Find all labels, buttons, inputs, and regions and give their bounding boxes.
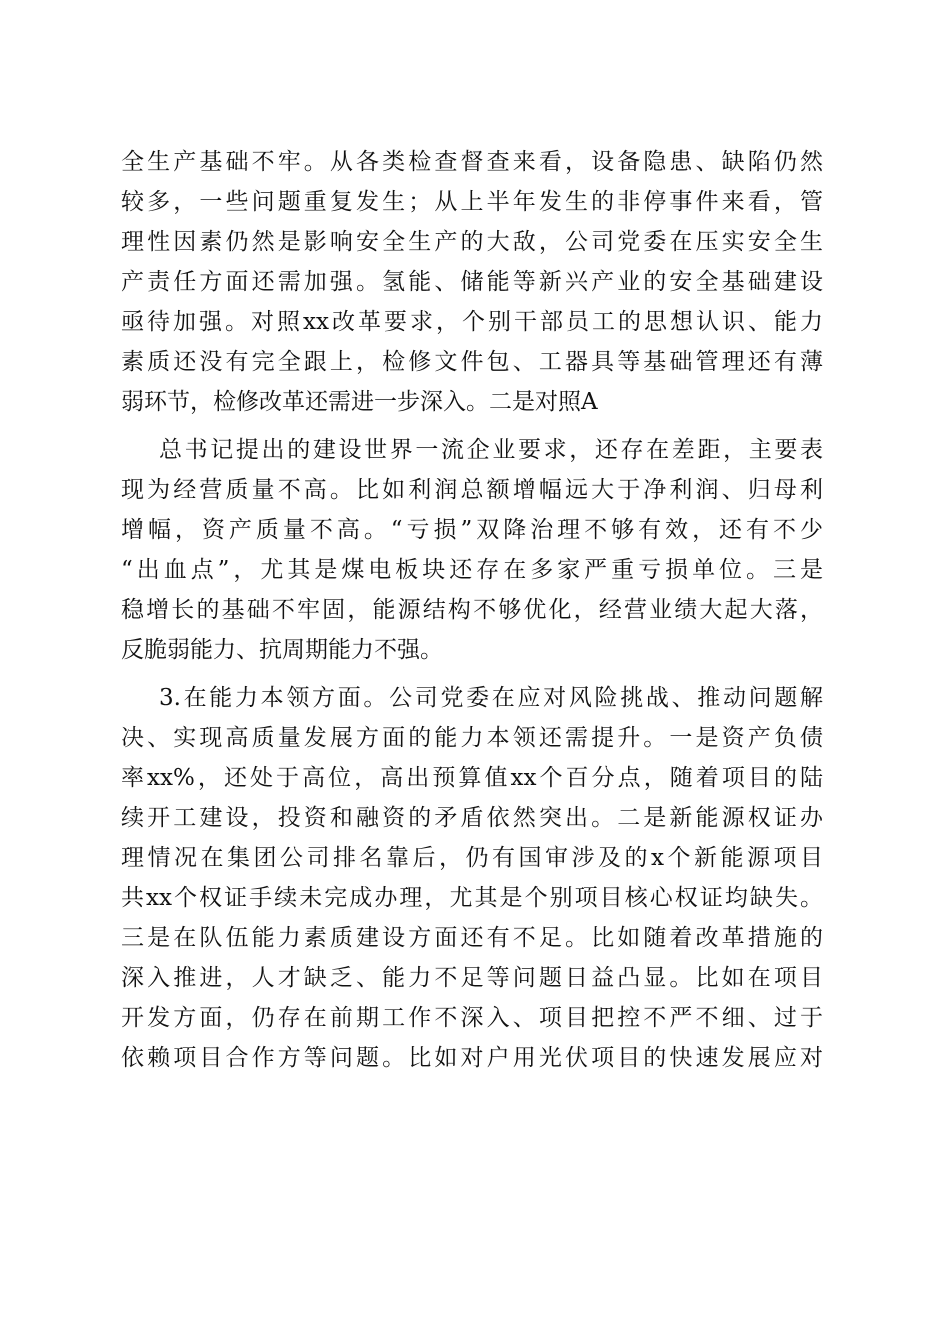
text-line: 深入推进，人才缺乏、能力不足等问题日益凸显。比如在项目 (121, 965, 823, 991)
text-line: 增幅，资产质量不高。“亏损”双降治理不够有效，还有不少 (121, 517, 823, 543)
text-line: 率xx%，还处于高位，高出预算值xx个百分点，随着项目的陆 (121, 765, 823, 791)
text-line: 3.在能力本领方面。公司党委在应对风险挑战、推动问题解 (159, 685, 823, 711)
text-line: 产责任方面还需加强。氢能、储能等新兴产业的安全基础建设 (121, 269, 823, 295)
text-line: 弱环节，检修改革还需进一步深入。二是对照A (121, 389, 598, 415)
paragraph-3 (121, 678, 823, 1078)
text-line: 开发方面，仍存在前期工作不深入、项目把控不严不细、过于 (121, 1005, 823, 1031)
text-line: “出血点”，尤其是煤电板块还存在多家严重亏损单位。三是 (121, 557, 823, 583)
text-line: 理情况在集团公司排名靠后，仍有国审涉及的x个新能源项目 (121, 845, 823, 871)
text-line: 稳增长的基础不牢固，能源结构不够优化，经营业绩大起大落， (121, 597, 823, 623)
paragraph-1 (121, 142, 823, 422)
text-line: 总书记提出的建设世界一流企业要求，还存在差距，主要表 (159, 437, 823, 463)
text-line: 全生产基础不牢。从各类检查督查来看，设备隐患、缺陷仍然 (121, 149, 823, 175)
document-body (121, 142, 823, 1078)
text-line: 决、实现高质量发展方面的能力本领还需提升。一是资产负债 (121, 725, 823, 751)
text-line: 三是在队伍能力素质建设方面还有不足。比如随着改革措施的 (121, 925, 823, 951)
text-line: 理性因素仍然是影响安全生产的大敌，公司党委在压实安全生 (121, 229, 823, 255)
text-line: 现为经营质量不高。比如利润总额增幅远大于净利润、归母利 (121, 477, 823, 503)
text-line: 较多，一些问题重复发生；从上半年发生的非停事件来看，管 (121, 189, 823, 215)
text-line: 续开工建设，投资和融资的矛盾依然突出。二是新能源权证办 (121, 805, 823, 831)
text-line: 亟待加强。对照xx改革要求，个别干部员工的思想认识、能力 (121, 309, 823, 335)
text-line: 反脆弱能力、抗周期能力不强。 (121, 637, 443, 663)
text-line: 共xx个权证手续未完成办理，尤其是个别项目核心权证均缺失。 (121, 885, 823, 911)
text-line: 依赖项目合作方等问题。比如对户用光伏项目的快速发展应对 (121, 1045, 823, 1071)
text-line: 素质还没有完全跟上，检修文件包、工器具等基础管理还有薄 (121, 349, 823, 375)
paragraph-2 (121, 430, 823, 670)
